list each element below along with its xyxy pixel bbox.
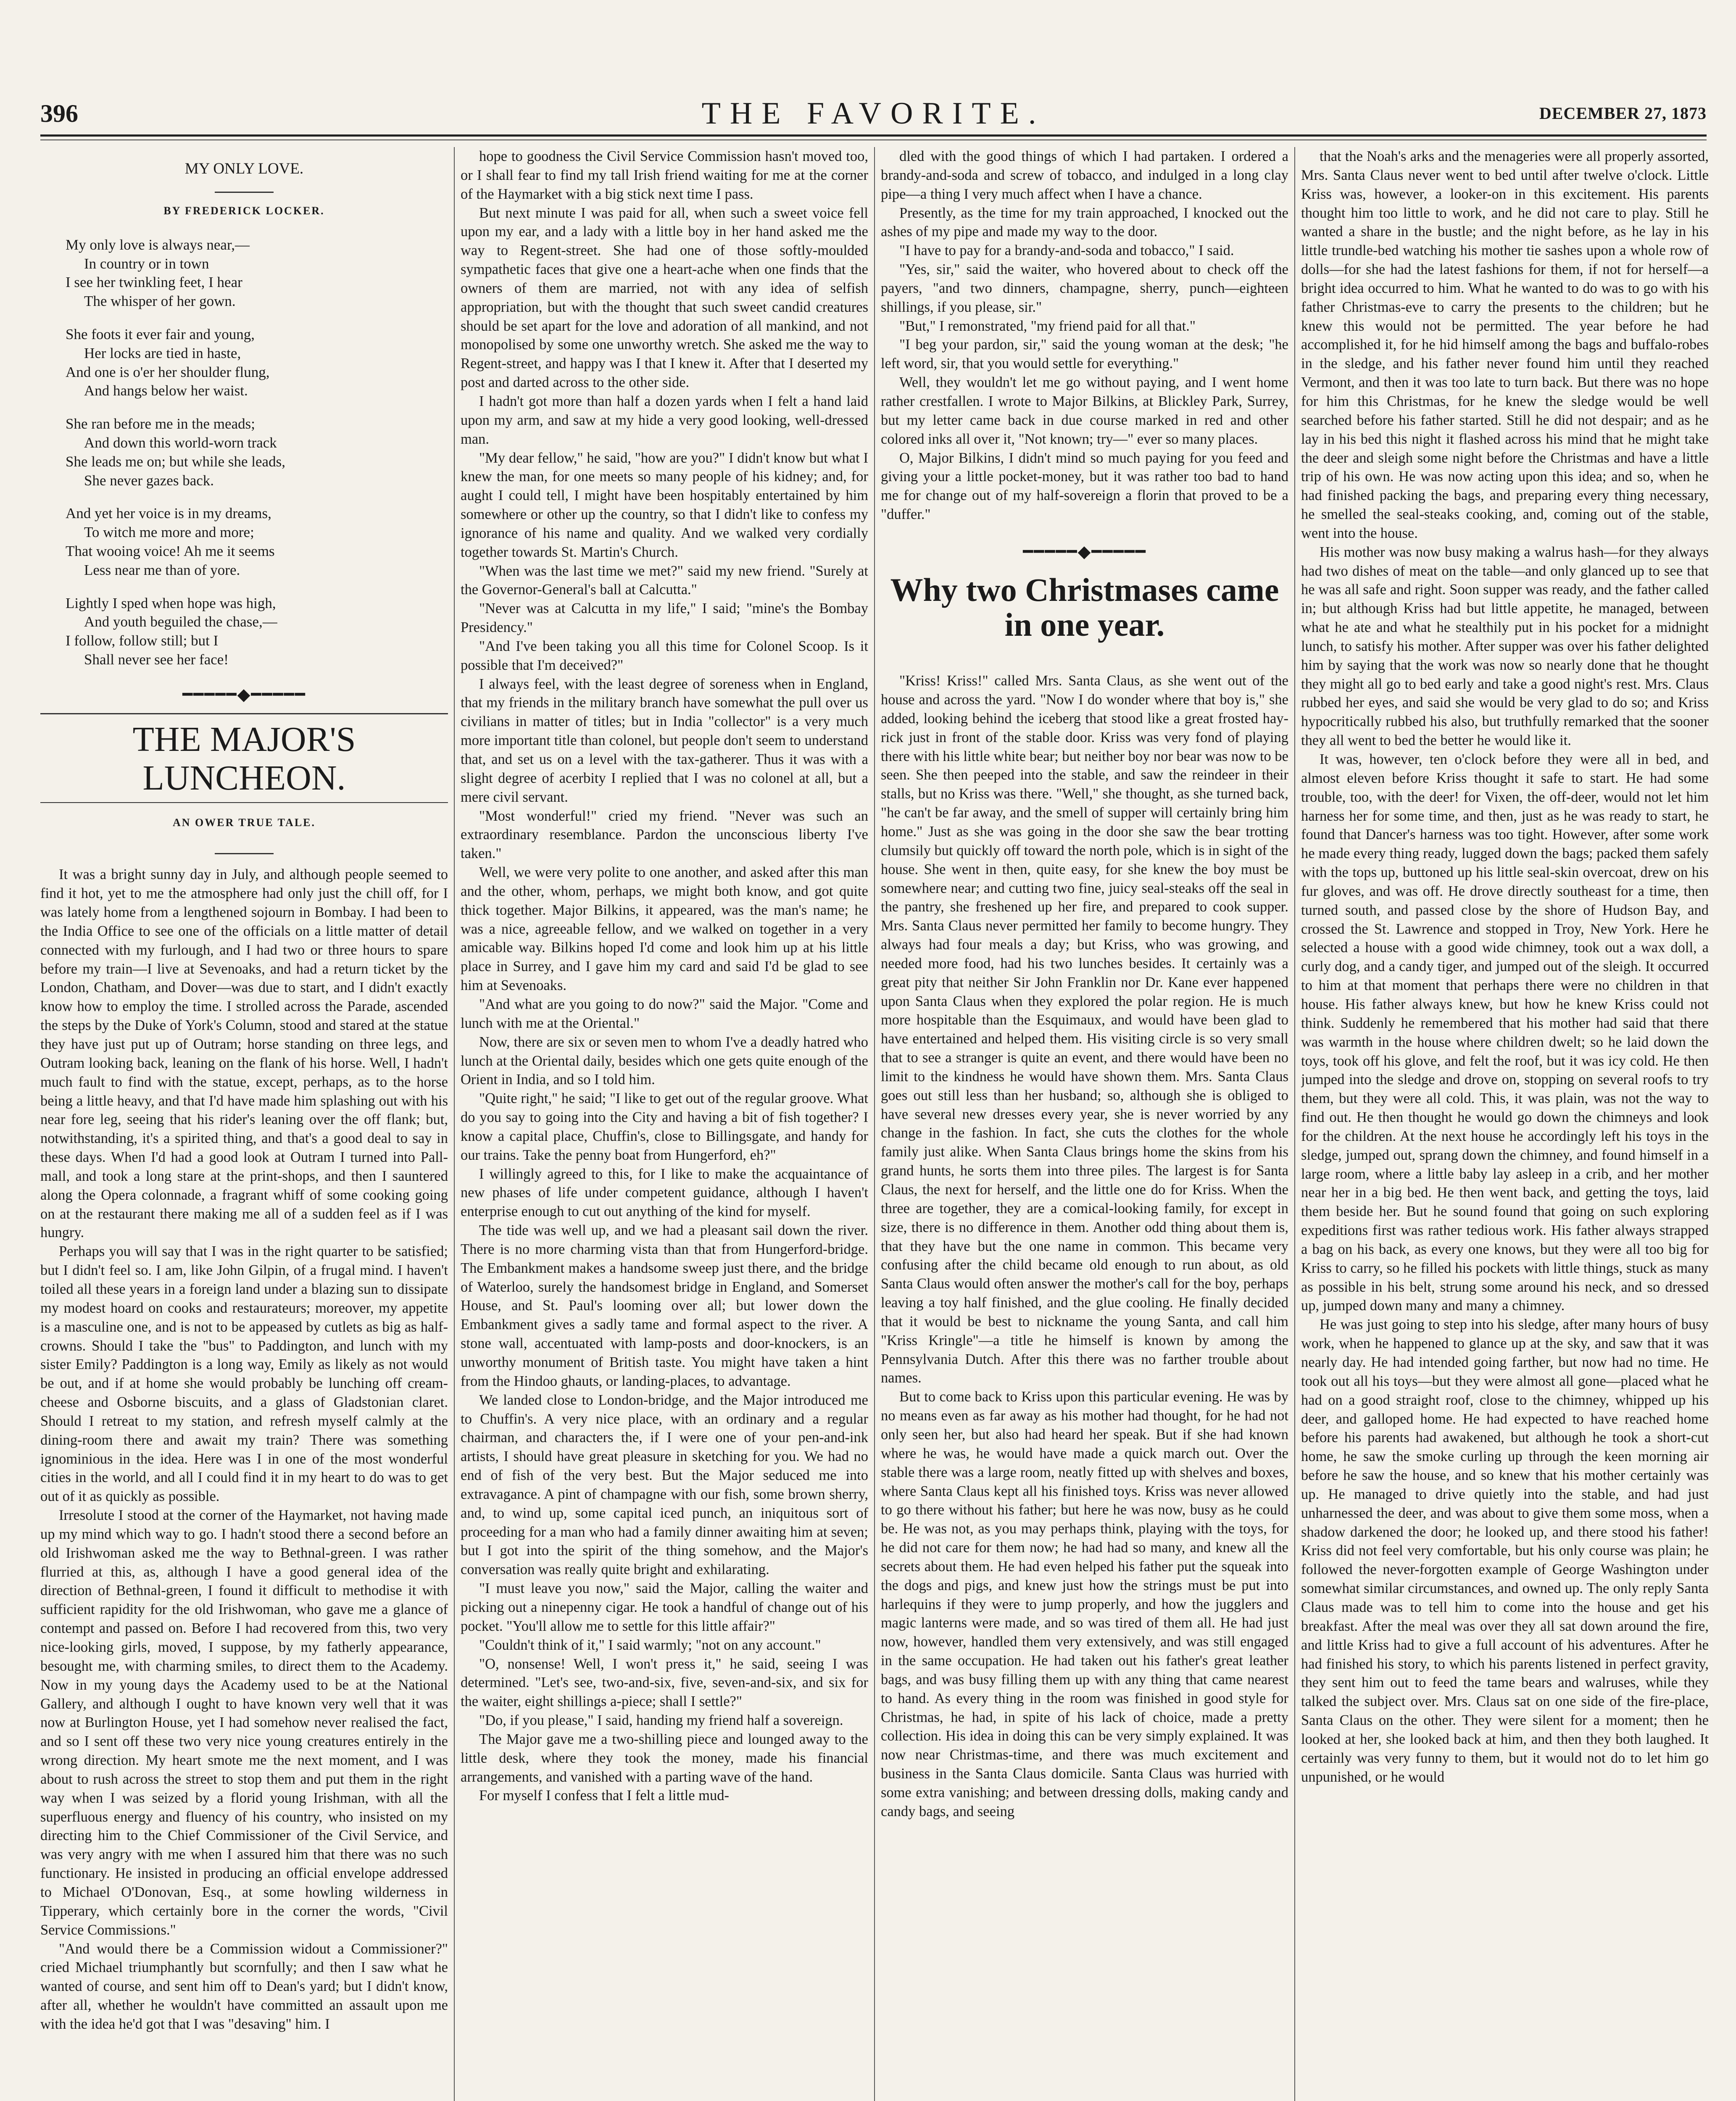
poem-body — [40, 236, 448, 669]
poem-line: She foots it ever fair and young, — [66, 326, 255, 343]
poem-title-rule — [215, 192, 274, 193]
column-rule — [454, 147, 455, 2101]
poem-stanza — [66, 236, 448, 311]
paragraph: "Couldn't think of it," I said warmly; "not on any account." — [479, 1637, 821, 1653]
poem-stanza — [66, 325, 448, 400]
paragraph: He was just going to step into his sledge, after many hours of busy work, when he happened to glance up at the sky, and saw that it was nearly day. He had intended going farther, but now had no time. He took out all his toys—but they were almost all gone—placed what he had on a good straight roof, close to the chimney, whipped up his deer, and galloped home. He had expected to have reached home before his parents had awakened, but although he took a short-cut home, he saw the smoke curling up through the keen morning air before he saw the house, and so knew that his mother certainly was up. He managed to drive quietly into the stable, and had just unharnessed the deer, and was about to give them some moss, when a shadow darkened the door; he looked up, and there stood his father! Kriss did not feel very comfortable, but his only course was plain; he followed the never-forgotten example of George Washington under somewhat similar circumstances, and owned up. The only reply Santa Claus made was to tell him to come into the house and get his breakfast. After the meal was over they all sat down around the fire, and little Kriss had to give a full account of his adventures. After he had finished his story, to which his parents listened in perfect gravity, they sent him out to feed the tame bears and walruses, while they talked the subject over. Mrs. Claus sat on one side of the fire-place, Santa Claus on the other. They were silent for a moment; then he looked at her, she looked back at him, and then they both laughed. It certainly was very funny to them, but it would not do to let him go unpunished, or he would — [1301, 1316, 1709, 1785]
paragraph: "And I've been taking you all this time for Colonel Scoop. Is it possible that I'm deceived?" — [461, 638, 868, 673]
paragraph: His mother was now busy making a walrus hash—for they always had two dishes of meat on the table—and only glanced up to see that he was all safe and right. Soon supper was ready, and the father called in; but although Kriss had but little appetite, he managed, between what he ate and what he stealthily put in his pocket for a midnight lunch, to satisfy his mother. After supper was over his father delighted him by saying that the work was now so nearly done that he thought they might all go to bed early and take a good night's rest. Mrs. Claus rubbed her eyes, and said she would be very glad to do so; and Kriss hypocritically rubbed his also, but truthfully remarked that the sooner they all went to bed the better he would like it. — [1301, 544, 1709, 749]
section-ornament: ━━━━━◆━━━━━ — [1023, 542, 1146, 561]
paragraph: It was a bright sunny day in July, and although people seemed to find it hot, yet to me the atmosphere had only just the chill off, for I was lately home from a lengthened sojourn in Bombay. I had been to the India Office to see one of the officials on a little matter of detail connected with my furlough, and I had two or three hours to spare before my train—I live at Sevenoaks, and had a return ticket by the London, Chatham, and Dover—was due to start, and I didn't exactly know how to employ the time. I strolled across the Parade, ascended the steps by the Duke of York's Column, stood and stared at the statue they have just put up of Outram; horse standing on three legs, and Outram looking back, leaning on the flank of his horse. Well, I hadn't much fault to find with the statue, except, perhaps, as to the horse being a little heavy, and that I'd have made him splashing out with his near fore leg, seeing that his rider's leaning over the off flank; but, notwithstanding, it's a spirited thing, and that's a good deal to say in these days. When I'd had a good look at Outram I turned into Pall-mall, and took a long stare at the print-shops, and then I sauntered along the Opera colonnade, a fragrant whiff of some cooking going on at the restaurant there making me all of a sudden feel as if I was hungry. — [40, 866, 448, 1241]
paragraph: "My dear fellow," he said, "how are you?" I didn't know but what I knew the man, for one meets so many people of his kidney; and, for aught I could tell, I might have been hospitably entertained by him somewhere or other up the country, so that I didn't like to confess my ignorance of his name and quality. And we walked very cordially together towards St. Martin's Church. — [461, 450, 868, 560]
column-1 — [40, 147, 448, 2101]
poem-line: Shall never see her face! — [84, 651, 229, 668]
paragraph: Irresolute I stood at the corner of the Haymarket, not having made up my mind which way to go. I hadn't stood there a second before an old Irishwoman asked me the way to Bethnal-green. I was rather flurried at this, as, although I have a good general idea of the direction of Bethnal-green, I found it difficult to methodise it with sufficient rapidity for the old Irishwoman, who gave me a glance of contempt and passed on. Before I had recovered from this, two very nice-looking girls, moved, I suppose, by my fatherly appearance, besought me, with charming smiles, to direct them to the Academy. Now in my young days the Academy used to be at the National Gallery, and although I ought to have known very well that it was now at Burlington House, yet I had somehow never realised the fact, and so I sent off these two very nice young creatures entirely in the wrong direction. My heart smote me the next moment, and I was about to rush across the street to stop them and put them in the right way when I was seized by a florid young Irishman, with all the superfluous energy and fluency of his country, who insisted on my directing him to the Chief Commissioner of the Civil Service, and was very angry with me when I assured him that there was no such functionary. He insisted in producing an official envelope addressed to Michael O'Donovan, Esq., at some howling wilderness in Tipperary, which certainly bore in the corner the words, "Civil Service Commissions." — [40, 1507, 448, 1938]
paragraph: Perhaps you will say that I was in the right quarter to be satisfied; but I didn't feel so. I am, like John Gilpin, of a frugal mind. I haven't toiled all these years in a foreign land under a blazing sun to dissipate my modest hoard on cooks and restaurateurs; moreover, my appetite is a masculine one, and is not to be appeased by cutlets as big as half-crowns. Should I take the "bus" to Paddington, and lunch with my sister Emily? Paddington is a long way, Emily as likely as not would be out, and if at home she would probably be lunching off cream-cheese and Osborne biscuits, and a glass of Gladstonian claret. Should I retreat to my station, and refresh myself calmly at the dining-room there and await my train? There was something ignominious in the idea. Here was I in one of the most wonderful cities in the world, and all I could find it in my heart to do was to get out of it as quickly as possible. — [40, 1243, 448, 1505]
poem-stanza — [66, 504, 448, 579]
poem-title: MY ONLY LOVE. — [184, 160, 304, 177]
article-body — [461, 147, 868, 1805]
paragraph: I always feel, with the least degree of soreness when in England, that my friends in the military branch have somewhat the pull over us civilians in matter of titles; but in India "collector" is a very much more important title than colonel, but people don't seem to understand that, and set us on a level with the tax-gatherer. Thus it was with a slight degree of acerbity I replied that I was no colonel at all, but a mere civil servant. — [461, 676, 868, 805]
poem-line: Less near me than of yore. — [84, 561, 240, 578]
poem-line: I see her twinkling feet, I hear — [66, 274, 242, 291]
article-body — [881, 671, 1288, 1821]
issue-date: DECEMBER 27, 1873 — [1539, 104, 1707, 123]
paragraph: "Most wonderful!" cried my friend. "Never was such an extraordinary resemblance. Pardon the unconscious liberty I've taken." — [461, 808, 868, 862]
paragraph: "I must leave you now," said the Major, calling the waiter and picking out a ninepenny cigar. He took a handful of change out of his pocket. "You'll allow me to settle for this little affair?" — [461, 1580, 868, 1634]
poem-line: Her locks are tied in haste, — [84, 345, 241, 361]
paragraph: I willingly agreed to this, for I like to make the acquaintance of new phases of life under competent guidance, although I haven't enterprise enough to cut out anything of the kind for myself. — [461, 1166, 868, 1220]
masthead-rule — [40, 134, 1707, 137]
poem-line: My only love is always near,— — [66, 236, 250, 253]
paragraph: Well, they wouldn't let me go without paying, and I went home rather crestfallen. I wrote to Major Bilkins, at Blickley Park, Surrey, but my letter came back in due course marked in red and other colored inks all over it, "Not known; try—" ever so many places. — [881, 374, 1288, 447]
poem-line: The whisper of her gown. — [84, 293, 236, 310]
paragraph: "Do, if you please," I said, handing my friend half a sovereign. — [479, 1712, 843, 1729]
poem-line: And one is o'er her shoulder flung, — [66, 363, 270, 380]
subtitle-rule — [215, 853, 274, 854]
poem-line: To witch me more and more; — [84, 524, 254, 541]
poem-line: She never gazes back. — [84, 472, 214, 489]
paragraph: O, Major Bilkins, I didn't mind so much paying for you feed and giving your a little pocket-money, but it was rather too bad to hand me for change out of my half-sovereign a florin that proved to be a "duffer." — [881, 450, 1288, 523]
article-subtitle: AN OWER TRUE TALE. — [172, 816, 316, 829]
section-ornament: ━━━━━◆━━━━━ — [182, 685, 306, 704]
paragraph: The Major gave me a two-shilling piece and lounged away to the little desk, where they took the money, made his financial arrangements, and vanished with a parting wave of the hand. — [461, 1731, 868, 1785]
paragraph: "But," I remonstrated, "my friend paid for all that." — [899, 318, 1196, 334]
column-4 — [1301, 147, 1709, 2101]
column-2 — [461, 147, 868, 2101]
paragraph: hope to goodness the Civil Service Commission hasn't moved too, or I shall fear to find my tall Irish friend waiting for me at the corner of the Haymarket with a big stick next time I pass. — [461, 148, 868, 202]
poem-line: And down this world-worn track — [84, 434, 277, 451]
poem-line: I follow, follow still; but I — [66, 632, 219, 649]
poem-line: That wooing voice! Ah me it seems — [66, 543, 275, 560]
paragraph: "O, nonsense! Well, I won't press it," he said, seeing I was determined. "Let's see, two-and-six, five, seven-and-six, and six for the waiter, eight shillings a-piece; shall I settle?" — [461, 1656, 868, 1710]
paragraph: "Never was at Calcutta in my life," I said; "mine's the Bombay Presidency." — [461, 600, 868, 636]
paragraph: Now, there are six or seven men to whom I've a deadly hatred who lunch at the Oriental daily, besides which one gets quite enough of the Orient in India, and so I told him. — [461, 1034, 868, 1088]
poem-byline: BY FREDERICK LOCKER. — [163, 205, 325, 217]
paragraph: "I have to pay for a brandy-and-soda and tobacco," I said. — [899, 242, 1234, 259]
paragraph: The tide was well up, and we had a pleasant sail down the river. There is no more charming vista than that from Hungerford-bridge. The Embankment makes a handsome sweep just there, and the bridge of Waterloo, surely the handsomest bridge in England, and Somerset House, and St. Paul's looming over all; but lower down the Embankment gives a sadly tame and formal aspect to the river. A stone wall, accentuated with lamp-posts and door-knockers, is an unworthy monument of British taste. You might have taken a hint from the Hindoo ghauts, or landing-places, to advantage. — [461, 1222, 868, 1389]
paragraph: I hadn't got more than half a dozen yards when I felt a hand laid upon my arm, and saw at my hide a very good looking, well-dressed man. — [461, 393, 868, 447]
poem-stanza — [66, 415, 448, 490]
paragraph: We landed close to London-bridge, and the Major introduced me to Chuffin's. A very nice place, with an ordinary and a regular chairman, and characters the, if I were one of your pen-and-ink artists, I should have great pleasure in sketching for you. We had no end of fish of the very best. But the Major seduced me into extravagance. A pint of champagne with our fish, some brown sherry, and, to wind up, some capital iced punch, an iniquitous sort of proceeding for a man who had a family dinner awaiting him at seven; but I got into the spirit of the thing somehow, and the Major's conversation was really quite bright and exhilarating. — [461, 1392, 868, 1578]
paragraph: "And would there be a Commission widout a Commissioner?" cried Michael triumphantly but scornfully; and then I saw what he wanted of course, and sent him off to Dean's yard; but I didn't know, after all, whether he wouldn't have committed an assault upon me with the idea he'd got that I was "desaving" him. I — [40, 1940, 448, 2032]
poem-line: She ran before me in the meads; — [66, 416, 255, 432]
article-title-majors-luncheon: THE MAJOR'S LUNCHEON. — [40, 713, 448, 803]
paragraph: For myself I confess that I felt a little mud- — [479, 1788, 729, 1804]
article-title-two-christmases: Why two Christmases came in one year. — [890, 571, 1279, 643]
paragraph: "When was the last time we met?" said my new friend. "Surely at the Governor-General's ball at Calcutta." — [461, 563, 868, 598]
poem-line: And hangs below her waist. — [84, 382, 248, 399]
article-body — [40, 865, 448, 2033]
paragraph: that the Noah's arks and the menageries were all properly assorted, Mrs. Santa Claus never went to bed until after twelve o'clock. Little Kriss was, however, a looker-on in this excitement. His parents thought him too little to work, and he did not care to play. Still he wanted a share in the bustle; and the night before, as he lay in his little trundle-bed watching his mother tie sashes upon a whole row of dolls—for she had the latest fashions for them, if not for herself—a bright idea occurred to him. What he wanted to do was to go with his father Christmas-eve to carry the presents to the children; but he knew this would not be permitted. The year before he had accomplished it, for he hid himself among the bags and buffalo-robes in the sledge, and his father never found him until they reached Vermont, and then it was too late to turn back. But there was no hope for him this Christmas, for he knew the sledge would be well searched before his father started. Still he did not despair; and as he lay in his bed this night it flashed across his mind that he might take the deer and sleigh some night before the Christmas and have a little trip of his own. He was now acting upon this idea; and so, when he had finished packing the bags, and preparing every thing necessary, he smelled the seal-steaks cooking, and, coming out of the stable, went into the house. — [1301, 148, 1709, 541]
column-rule — [1294, 147, 1295, 2101]
poem-line: She leads me on; but while she leads, — [66, 453, 285, 470]
poem-line: In country or in town — [84, 255, 209, 272]
paragraph: "Yes, sir," said the waiter, who hovered about to check off the payers, "and two dinners, champagne, sherry, punch—eighteen shillings, if you please, sir." — [881, 261, 1288, 315]
page-number: 396 — [40, 100, 78, 127]
poem-stanza — [66, 594, 448, 669]
paragraph: But next minute I was paid for all, when such a sweet voice fell upon my ear, and a lady with a little boy in her hand asked me the way to Regent-street. She had one of those softly-moulded sympathetic faces that give one a heart-ache when one finds that the owners of them are married, not with any idea of selfish appropriation, but with the thought that such sweet candid creatures should be set apart for the love and adoration of all mankind, and not monopolised by some one unworthy wretch. She asked me the way to Regent-street, and happy was I that I knew it. After that I deserted my post and darted across to the other side. — [461, 205, 868, 391]
paragraph: "Kriss! Kriss!" called Mrs. Santa Claus, as she went out of the house and across the yard. "Now I do wonder where that boy is," she added, looking behind the iceberg that stood like a great frosted hay-rick just in front of the stable door. Kriss was very fond of playing there with his little white bear; but neither boy nor bear was now to be seen. She then peeped into the stable, and saw the reindeer in their stalls, but no Kriss was there. "Well," she thought, as she turned back, "he can't be far away, and the smell of supper will certainly bring him home." Just as she was going in the door she saw the bear trotting clumsily but quickly off toward the north pole, which is in sight of the house. She went in then, quite easy, for she knew the boy must be somewhere near; and cutting two fine, juicy seal-steaks off the seal in the pantry, she freshened up her fire, and prepared to cook supper. Mrs. Santa Claus never permitted her family to become hungry. They always had four meals a day; but Kriss, who was growing, and needed more food, had his two lunches besides. It certainly was a great pity that neither Sir John Franklin nor Dr. Kane ever happened upon Santa Claus when they explored the polar region. He is much more hospitable than the Esquimaux, and would have been glad to have entertained and helped them. His visiting circle is so very small that to see a stranger is quite an event, and there would have been no limit to the kindness he would have shown them. Mrs. Santa Claus goes out still less than her husband; so, although she is obliged to have several new dresses every year, she is never worried by any change in the fashion. In fact, she cuts the clothes for the whole family just alike. When Santa Claus brings home the skins from his grand hunts, he sorts them into three piles. The largest is for Santa Claus, the next for herself, and the little one do for Kriss. When the three are together, they are a comical-looking family, for except in size, there is no difference in them. Another odd thing about them is, that they have but the one name in common. This became very confusing after the child became old enough to run about, as old Santa Claus would often answer the mother's call for the boy, perhaps leaving a toy half finished, and the glue cooling. He finally decided that it would be best to nickname the young Santa, and call him "Kriss Kringle"—a title he himself is known by among the Pennsylvania Dutch. After this there was no farther trouble about names. — [881, 673, 1288, 1386]
paragraph: Well, we were very polite to one another, and asked after this man and the other, whom, perhaps, we might both know, and got quite thick together. Major Bilkins, it appeared, was the man's name; he was a nice, agreeable fellow, and we walked on together in a very amicable way. Bilkins hoped I'd come and look him up at his little place in Surrey, and I gave him my card and said I'd be glad to see him at Sevenoaks. — [461, 864, 868, 994]
column-3 — [881, 147, 1288, 2101]
paragraph: "I beg your pardon, sir," said the young woman at the desk; "he left word, sir, that you would settle for everything." — [881, 337, 1288, 372]
poem-line: Lightly I sped when hope was high, — [66, 595, 276, 611]
column-rule — [874, 147, 875, 2101]
paragraph: dled with the good things of which I had partaken. I ordered a brandy-and-soda and screw of tobacco, and indulged in a long clay pipe—a thing I very much affect when I have a chance. — [881, 148, 1288, 202]
paragraph: It was, however, ten o'clock before they were all in bed, and almost eleven before Kriss thought it safe to start. He had some trouble, too, with the deer! for Vixen, the off-deer, would not let him harness her for some time, and then, just as he was ready to start, he found that Dancer's harness was too tight. However, after some work he made every thing ready, lugged down the bags; packed them safely with the tops up, buttoned up his little seal-skin overcoat, drew on his fur gloves, and was off. He drove directly southeast for a time, then turned south, and passed close by the shore of Hudson Bay, and crossed the St. Lawrence and stopped in Troy, New York. Here he selected a house with a good wide chimney, took out a wax doll, a curly dog, and a candy tiger, and jumped out of the sleigh. It occurred to him at that moment that perhaps there were no children in that house. His father always knew, but how he knew Kriss could not think. Suddenly he remembered that his mother had said that there was warmth in the house where children dwelt; so he laid down the toys, took off his glove, and felt the roof, but it was icy cold. He then jumped into the sledge and drove on, stopping on several roofs to try them, but they were all cold. This, it was plain, was not the way to find out. He then thought he would go down the chimneys and look for the children. At the next house he accordingly left his toys in the sledge, jumped out, sprang down the chimney, and found himself in a large room, where a little baby lay asleep in a crib, and her mother near her in a big bed. He then went back, and getting the toys, laid them beside her. But he sound found that going on such exploring expeditions first was rather tedious work. His father always strapped a bag on his back, as every one knows, but they were all too big for Kriss to carry, so he filled his pockets with little things, stuck as many as possible in his belt, strung some around his neck, and so dressed up, jumped down many and many a chimney. — [1301, 751, 1709, 1314]
poem-line: And youth beguiled the chase,— — [84, 613, 277, 630]
paragraph: "Quite right," he said; "I like to get out of the regular groove. What do you say to going into the City and having a bit of fish together? I know a capital place, Chuffin's, close to Billingsgate, and handy for our trains. Take the penny boat from Hungerford, eh?" — [461, 1090, 868, 1163]
article-body — [1301, 147, 1709, 1786]
masthead — [40, 96, 1707, 129]
paragraph: But to come back to Kriss upon this particular evening. He was by no means even as far away as his mother had thought, for he had not only seen her, but also had heard her speak. But if she had known where he was, he would have made a quick march out. Over the stable there was a large room, neatly fitted up with shelves and boxes, where Santa Claus kept all his finished toys. Kriss was never allowed to go there without his father; but here he was now, busy as he could be. He was not, as you may perhaps think, playing with the toys, for he did not care for them now; he had had so many, and knew all the secrets about them. He had even helped his father put the squeak into the dogs and pigs, and knew just how the strings must be put into harlequins if they were to jump properly, and how the jugglers and magic lanterns were made, and so was tired of them all. He had just now, however, handled them very extensively, and was still engaged in the same occupation. He had taken out his father's great leather bags, and was busy filling them up with any thing that came nearest to hand. As every thing in the room was finished in good style for Christmas, he had, in spite of his lack of choice, made a pretty collection. His idea in doing this can be very simply explained. It was now near Christmas-time, and there was much excitement and business in the Santa Claus domicile. Santa Claus was hurried with some extra vanishing; and between dressing dolls, making candy and candy bags, and seeing — [881, 1389, 1288, 1819]
paragraph: Presently, as the time for my train approached, I knocked out the ashes of my pipe and made my way to the door. — [881, 205, 1288, 240]
publication-title: THE FAVORITE. — [701, 96, 1046, 131]
article-body — [881, 147, 1288, 524]
poem-line: And yet her voice is in my dreams, — [66, 505, 271, 522]
paragraph: "And what are you going to do now?" said the Major. "Come and lunch with me at the Oriental." — [461, 996, 868, 1031]
